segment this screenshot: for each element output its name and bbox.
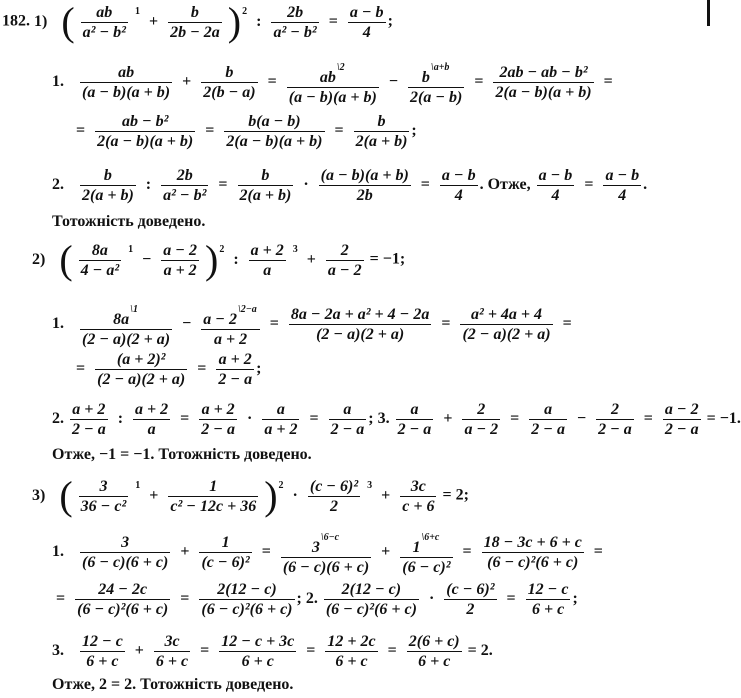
operator: = [328, 12, 338, 30]
factor-mark: 2 [219, 243, 225, 255]
fraction: $\frac{a - b}{4}$ [349, 3, 384, 41]
factor-mark: 2 [242, 5, 248, 17]
fraction: $\frac{\text{(a + 2)²}}{(2 - a)(2 + a)}$ [97, 351, 186, 388]
step-1-1 [52, 58, 617, 107]
step-3-1 [52, 528, 607, 577]
fraction: $\frac{a - b}{4}$ [538, 167, 573, 204]
operator: = [76, 122, 86, 140]
fraction: $\frac{b^{\backslash a+b}}{2(a - b)}$ [408, 58, 464, 107]
operator: : [256, 12, 262, 30]
factor-mark: 1 [135, 479, 141, 491]
fraction: $\frac{1^{\backslash 6+c}}{\text{(6 − c)²}}$ [400, 528, 452, 577]
fraction: $\frac{a + 2}{a}$ [250, 241, 284, 279]
close-paren: ) [264, 473, 278, 518]
fraction: $\frac{b}{2(b - a)}$ [203, 64, 256, 101]
proved-3: Отже, 2 = 2. Тотожність доведено. [52, 676, 294, 693]
operator: = [200, 642, 210, 660]
fraction: $\frac{a - b}{4}$ [605, 167, 640, 204]
fraction: $\frac{8a}{\text{4 − a²}}$ [80, 241, 120, 279]
open-paren: ( [61, 0, 75, 44]
fraction: $\frac{2(12 - c)}{\text{(6 − c)²(6 + c)}}$ [325, 581, 417, 618]
step-label: 1. [52, 543, 64, 561]
operator: = [76, 360, 86, 378]
problem-3-equation [32, 473, 469, 518]
fraction: $\frac{b(a - b)}{2(a - b)(a + b)}$ [226, 113, 323, 150]
operator: = [197, 360, 207, 378]
operator: = [334, 122, 344, 140]
factor-mark: 3 [292, 243, 298, 255]
fraction: $\frac{1}{\text{(c − 6)²}}$ [201, 534, 250, 571]
operator: = [218, 176, 228, 194]
operator: · [246, 410, 253, 428]
operator: · [292, 486, 298, 504]
punct: ; [256, 360, 262, 378]
fraction: $\frac{a}{2 - a}$ [397, 401, 432, 438]
punct: ; [572, 590, 578, 608]
step-3-3 [52, 632, 493, 671]
proved-2: Отже, −1 = −1. Тотожність доведено. [52, 446, 312, 463]
edge-mark [707, 0, 710, 26]
fraction: $\frac{3}{\text{36 − c²}}$ [80, 477, 127, 515]
operator: = [267, 73, 277, 91]
step-2-2-3 [52, 400, 741, 439]
fraction: $\frac{a}{2 - a}$ [531, 401, 565, 438]
operator: + [149, 486, 159, 504]
fraction: $\frac{2b}{\text{a² − b²}}$ [163, 167, 207, 204]
fraction: $\frac{\text{ab − b²}}{2(a - b)(a + b)}$ [97, 113, 194, 150]
operator: = [205, 122, 215, 140]
problem-1-equation [2, 2, 393, 42]
part-label-2: 2) [32, 250, 46, 268]
step-label: 1. [52, 315, 64, 333]
fraction: $\frac{3^{\backslash 6-c}}{(6 - c)(6 + c)}$ [281, 528, 371, 577]
fraction: $\frac{\text{2ab − ab − b²}}{2(a - b)(a + b)}$ [495, 64, 592, 101]
operator: = [643, 410, 653, 428]
fraction: $\frac{12 - c + 3c}{6 + c}$ [221, 633, 295, 670]
fraction: $\frac{a - b}{4}$ [441, 167, 476, 204]
step-label: 2. [52, 176, 64, 194]
operator: = [441, 315, 451, 333]
operator: = [387, 642, 397, 660]
step-label: 3. [52, 642, 64, 660]
fraction: $\frac{2(12 - c)}{\text{(6 − c)²(6 + c)}}$ [201, 581, 293, 618]
fraction: $\frac{b}{2(a + b)}$ [239, 167, 292, 204]
fraction: $\frac{2(6 + c)}{6 + c}$ [408, 633, 460, 670]
operator: : [145, 176, 152, 194]
operator: + [180, 543, 190, 561]
operator: = [306, 642, 316, 660]
fraction: $\frac{3c}{c + 6}$ [402, 477, 435, 515]
fraction: $\frac{ab}{(a - b)(a + b)}$ [82, 64, 171, 101]
fraction: $\frac{ab}{\text{a² − b²}}$ [82, 3, 126, 41]
fraction: $\frac{12 - c}{6 + c}$ [82, 633, 123, 670]
fraction: $\frac{b}{2(a + b)}$ [82, 167, 134, 204]
fraction: $\frac{a - 2^{\backslash 2-a}}{a + 2}$ [201, 300, 260, 349]
fraction: $\frac{3c}{6 + c}$ [155, 633, 189, 670]
punct: ; [411, 122, 417, 140]
problem-2-equation [32, 237, 406, 282]
operator: : [117, 410, 124, 428]
factor-mark: 1 [128, 243, 134, 255]
factor-mark: 2 [278, 479, 284, 491]
fraction: $\frac{a + 2}{2 - a}$ [201, 401, 235, 438]
operator: = [474, 73, 484, 91]
fraction: $\frac{a + 2}{2 - a}$ [218, 351, 253, 388]
separator: ; 2. [296, 590, 318, 608]
fraction: $\frac{12 - c}{6 + c}$ [527, 581, 569, 618]
operator: = [420, 176, 430, 194]
operator: − [388, 73, 398, 91]
factor-mark: 1 [134, 5, 140, 17]
fraction: $\frac{a}{2 - a}$ [330, 401, 365, 438]
fraction: $\frac{a + 2}{a}$ [135, 401, 169, 438]
fraction: $\frac{18 - 3c + 6 + c}{\text{(6 − c)²(6 + c)}}$ [483, 534, 582, 571]
step-2-1-cont [72, 350, 261, 389]
rhs: = 2. [467, 642, 493, 660]
proved-1: Тотожність доведено. [52, 213, 206, 230]
open-paren: ( [59, 473, 73, 518]
problem-number: 182. [2, 12, 30, 30]
punct: . [643, 176, 648, 194]
part-label-1: 1) [34, 12, 48, 30]
fraction: $\frac{b}{2b - 2a}$ [170, 3, 220, 41]
fraction: $\frac{12 + 2c}{6 + c}$ [327, 633, 376, 670]
operator: = [510, 410, 520, 428]
operator: = [269, 315, 279, 333]
operator: + [306, 250, 316, 268]
rhs: = 2; [442, 486, 469, 504]
operator: + [134, 642, 144, 660]
close-paren: ) [204, 237, 219, 282]
separator: ; 3. [368, 410, 390, 428]
fraction: $\frac{a + 2}{2 - a}$ [72, 401, 106, 438]
rhs: = −1; [369, 250, 406, 268]
operator: − [182, 315, 192, 333]
step-label: 2. [52, 410, 64, 428]
step-1-1-cont [72, 112, 417, 151]
conclusion-word: . Отже, [479, 176, 531, 194]
fraction: $\frac{8a^{\backslash 1}}{(2 - a)(2 + a)}$ [80, 300, 172, 349]
fraction: $\frac{3}{(6 - c)(6 + c)}$ [82, 534, 169, 571]
operator: = [56, 590, 66, 608]
operator: = [593, 543, 603, 561]
rhs: = −1. [706, 410, 741, 428]
operator: = [309, 410, 319, 428]
fraction: $\frac{ab^{\backslash 2}}{(a - b)(a + b)}$ [287, 58, 379, 107]
fraction: $\frac{2}{a - 2}$ [464, 401, 499, 438]
fraction: $\frac{a - 2}{2 - a}$ [664, 401, 699, 438]
part-label-3: 3) [32, 486, 46, 504]
step-3-1-cont [52, 580, 578, 619]
fraction: $\frac{b}{2(a + b)}$ [355, 113, 408, 150]
operator: − [142, 250, 152, 268]
step-2-1 [52, 300, 576, 349]
punct: ; [387, 12, 393, 30]
fraction: $\frac{1}{\text{c² − 12c + 36}}$ [170, 477, 257, 515]
operator: = [462, 543, 472, 561]
close-paren: ) [227, 0, 242, 44]
operator: = [603, 73, 613, 91]
fraction: $\frac{a - 2}{a + 2}$ [163, 241, 197, 279]
operator: + [148, 12, 159, 30]
fraction: $\frac{2b}{\text{a² − b²}}$ [273, 3, 317, 41]
operator: = [261, 543, 271, 561]
fraction: $\frac{\text{a² + 4a + 4}}{(2 - a)(2 + a)}$ [462, 306, 551, 343]
operator: = [180, 410, 190, 428]
fraction: $\frac{\text{(c − 6)²}}{2}$ [446, 581, 495, 618]
fraction: $\frac{(a - b)(a + b)}{2b}$ [320, 167, 409, 204]
operator: · [428, 590, 435, 608]
fraction: $\frac{\text{8a − 2a + a² + 4 − 2a}}{(2 - a)(2 + a)}$ [290, 306, 430, 343]
fraction: $\frac{2}{2 - a}$ [598, 401, 632, 438]
fraction: $\frac{\text{(c − 6)²}}{2}$ [309, 477, 359, 515]
operator: + [182, 73, 192, 91]
step-1-2 [52, 166, 647, 205]
open-paren: ( [59, 237, 73, 282]
step-label: 1. [52, 73, 64, 91]
operator: = [506, 590, 516, 608]
fraction: $\frac{24 - 2c}{\text{(6 − c)²(6 + c)}}$ [77, 581, 169, 618]
operator: = [584, 176, 594, 194]
fraction: $\frac{a}{a + 2}$ [264, 401, 298, 438]
operator: = [562, 315, 572, 333]
operator: + [443, 410, 453, 428]
operator: + [381, 486, 391, 504]
operator: = [180, 590, 190, 608]
fraction: $\frac{2}{a - 2}$ [327, 241, 362, 279]
operator: + [381, 543, 391, 561]
operator: · [303, 176, 309, 194]
factor-mark: 3 [367, 479, 373, 491]
operator: − [576, 410, 587, 428]
operator: : [233, 250, 239, 268]
